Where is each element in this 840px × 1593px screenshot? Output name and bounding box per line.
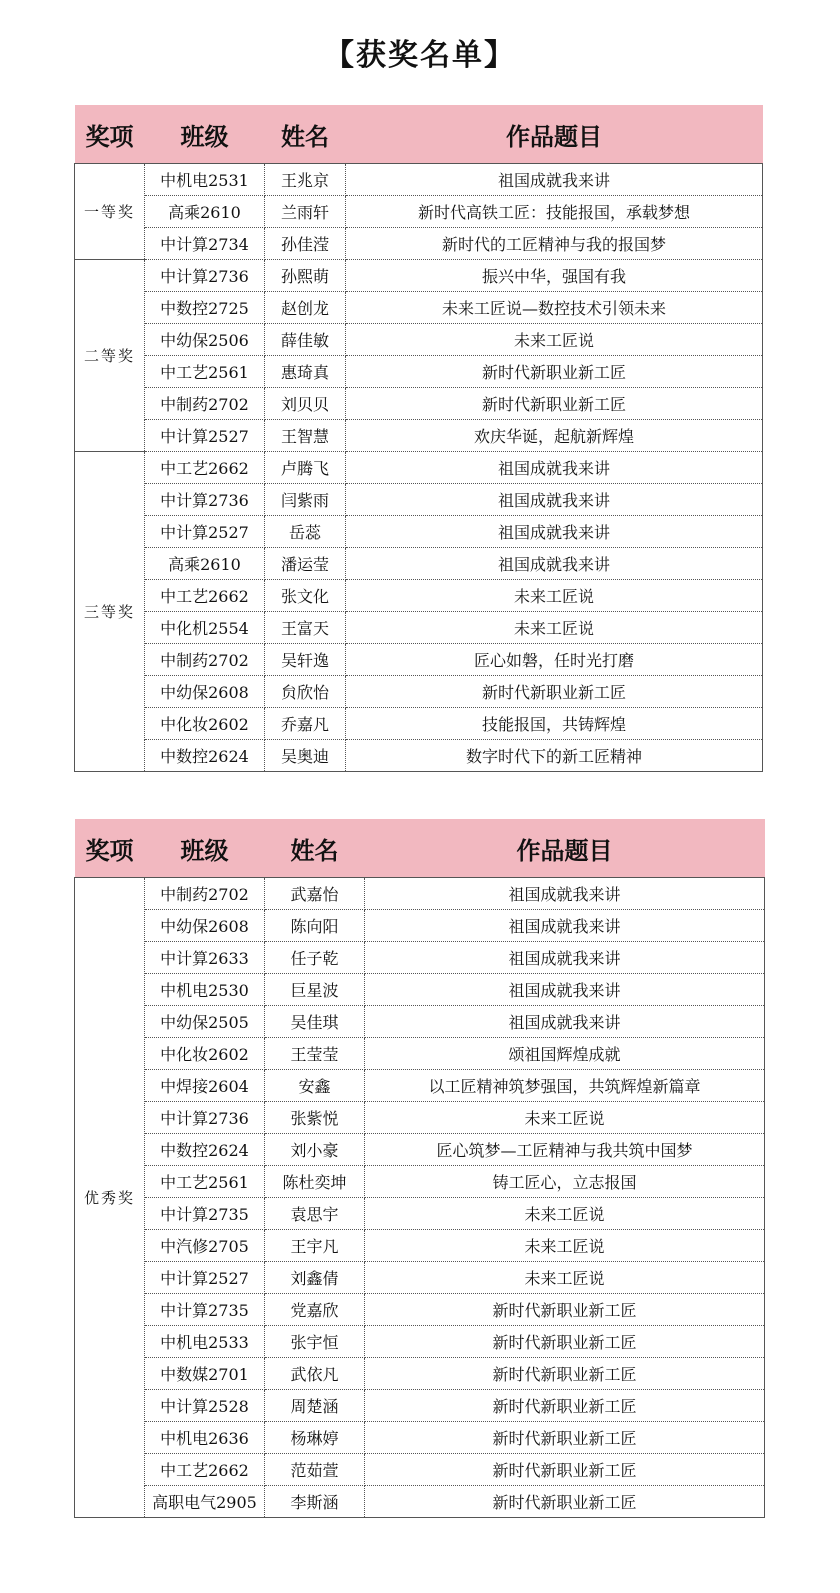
work-title-cell: 新时代的工匠精神与我的报国梦 <box>346 228 763 260</box>
class-cell: 中化机2554 <box>145 612 265 644</box>
table-row <box>75 292 763 324</box>
work-title-cell: 匠心筑梦—工匠精神与我共筑中国梦 <box>365 1134 765 1166</box>
class-cell: 中机电2530 <box>145 974 265 1006</box>
table-row <box>75 974 765 1006</box>
name-cell: 巨星波 <box>265 974 365 1006</box>
work-title-cell: 未来工匠说 <box>365 1262 765 1294</box>
table-row <box>75 676 763 708</box>
header-class: 班级 <box>145 105 265 164</box>
name-cell: 孙熙萌 <box>265 260 346 292</box>
name-cell: 吴佳琪 <box>265 1006 365 1038</box>
class-cell: 中计算2736 <box>145 484 265 516</box>
header-work: 作品题目 <box>346 105 763 164</box>
table-row <box>75 548 763 580</box>
name-cell: 孙佳滢 <box>265 228 346 260</box>
table-row <box>75 1166 765 1198</box>
work-title-cell: 欢庆华诞，起航新辉煌 <box>346 420 763 452</box>
class-cell: 高职电气2905 <box>145 1486 265 1518</box>
name-cell: 陈向阳 <box>265 910 365 942</box>
table-row <box>75 420 763 452</box>
class-cell: 中工艺2561 <box>145 356 265 388</box>
award-table-merit <box>74 819 765 1518</box>
work-title-cell: 祖国成就我来讲 <box>346 452 763 484</box>
name-cell: 赵创龙 <box>265 292 346 324</box>
table-row <box>75 1390 765 1422</box>
class-cell: 中工艺2662 <box>145 1454 265 1486</box>
work-title-cell: 新时代新职业新工匠 <box>365 1422 765 1454</box>
name-cell: 岳蕊 <box>265 516 346 548</box>
name-cell: 周楚涵 <box>265 1390 365 1422</box>
class-cell: 中化妆2602 <box>145 1038 265 1070</box>
name-cell: 吴轩逸 <box>265 644 346 676</box>
class-cell: 中制药2702 <box>145 388 265 420</box>
table-row <box>75 942 765 974</box>
table-row <box>75 1358 765 1390</box>
name-cell: 吴奥迪 <box>265 740 346 772</box>
table-row <box>75 1230 765 1262</box>
name-cell: 王莹莹 <box>265 1038 365 1070</box>
table-row <box>75 484 763 516</box>
work-title-cell: 未来工匠说 <box>365 1230 765 1262</box>
class-cell: 中数控2624 <box>145 740 265 772</box>
table-row <box>75 1198 765 1230</box>
work-title-cell: 未来工匠说 <box>346 580 763 612</box>
name-cell: 薛佳敏 <box>265 324 346 356</box>
class-cell: 中工艺2561 <box>145 1166 265 1198</box>
work-title-cell: 新时代新职业新工匠 <box>346 388 763 420</box>
class-cell: 高乘2610 <box>145 196 265 228</box>
class-cell: 中计算2736 <box>145 1102 265 1134</box>
table-row <box>75 356 763 388</box>
class-cell: 中计算2736 <box>145 260 265 292</box>
work-title-cell: 未来工匠说 <box>365 1102 765 1134</box>
work-title-cell: 匠心如磐，任时光打磨 <box>346 644 763 676</box>
name-cell: 李斯涵 <box>265 1486 365 1518</box>
table-row <box>75 324 763 356</box>
class-cell: 中化妆2602 <box>145 708 265 740</box>
table-body <box>75 164 763 772</box>
table-row <box>75 516 763 548</box>
name-cell: 杨琳婷 <box>265 1422 365 1454</box>
table-row <box>75 196 763 228</box>
class-cell: 中机电2636 <box>145 1422 265 1454</box>
class-cell: 中幼保2505 <box>145 1006 265 1038</box>
class-cell: 中幼保2608 <box>145 910 265 942</box>
table-row <box>75 1070 765 1102</box>
name-cell: 刘小豪 <box>265 1134 365 1166</box>
class-cell: 中数控2624 <box>145 1134 265 1166</box>
table-row <box>75 164 763 196</box>
header-name: 姓名 <box>265 105 346 164</box>
name-cell: 任子乾 <box>265 942 365 974</box>
work-title-cell: 祖国成就我来讲 <box>346 516 763 548</box>
table-row <box>75 228 763 260</box>
header-class: 班级 <box>145 819 265 878</box>
name-cell: 安鑫 <box>265 1070 365 1102</box>
class-cell: 中幼保2506 <box>145 324 265 356</box>
table-row <box>75 1134 765 1166</box>
table-row <box>75 1486 765 1518</box>
class-cell: 中汽修2705 <box>145 1230 265 1262</box>
work-title-cell: 新时代新职业新工匠 <box>365 1358 765 1390</box>
work-title-cell: 祖国成就我来讲 <box>365 878 765 910</box>
class-cell: 中计算2735 <box>145 1294 265 1326</box>
class-cell: 中机电2531 <box>145 164 265 196</box>
class-cell: 中机电2533 <box>145 1326 265 1358</box>
work-title-cell: 新时代新职业新工匠 <box>365 1486 765 1518</box>
table-header-row <box>75 819 765 878</box>
work-title-cell: 新时代新职业新工匠 <box>365 1390 765 1422</box>
work-title-cell: 祖国成就我来讲 <box>346 484 763 516</box>
work-title-cell: 以工匠精神筑梦强国，共筑辉煌新篇章 <box>365 1070 765 1102</box>
work-title-cell: 祖国成就我来讲 <box>365 1006 765 1038</box>
table-row <box>75 1326 765 1358</box>
award-level-cell: 二等奖 <box>75 260 145 452</box>
header-name: 姓名 <box>265 819 365 878</box>
name-cell: 兰雨轩 <box>265 196 346 228</box>
name-cell: 党嘉欣 <box>265 1294 365 1326</box>
class-cell: 中计算2527 <box>145 1262 265 1294</box>
name-cell: 张紫悦 <box>265 1102 365 1134</box>
name-cell: 范茹萱 <box>265 1454 365 1486</box>
class-cell: 中制药2702 <box>145 878 265 910</box>
award-level-cell: 优秀奖 <box>75 878 145 1518</box>
name-cell: 王兆京 <box>265 164 346 196</box>
table-row <box>75 708 763 740</box>
work-title-cell: 新时代新职业新工匠 <box>365 1294 765 1326</box>
award-level-cell: 一等奖 <box>75 164 145 260</box>
table-header-row <box>75 105 763 164</box>
name-cell: 王智慧 <box>265 420 346 452</box>
table-row <box>75 612 763 644</box>
work-title-cell: 祖国成就我来讲 <box>346 548 763 580</box>
work-title-cell: 未来工匠说—数控技术引领未来 <box>346 292 763 324</box>
work-title-cell: 未来工匠说 <box>346 324 763 356</box>
work-title-cell: 振兴中华，强国有我 <box>346 260 763 292</box>
header-work: 作品题目 <box>365 819 765 878</box>
class-cell: 中工艺2662 <box>145 580 265 612</box>
name-cell: 贠欣怡 <box>265 676 346 708</box>
work-title-cell: 铸工匠心，立志报国 <box>365 1166 765 1198</box>
name-cell: 乔嘉凡 <box>265 708 346 740</box>
table-row <box>75 452 763 484</box>
name-cell: 潘运莹 <box>265 548 346 580</box>
class-cell: 中计算2527 <box>145 516 265 548</box>
table-row <box>75 1006 765 1038</box>
name-cell: 武嘉怡 <box>265 878 365 910</box>
class-cell: 中计算2527 <box>145 420 265 452</box>
name-cell: 张文化 <box>265 580 346 612</box>
work-title-cell: 数字时代下的新工匠精神 <box>346 740 763 772</box>
class-cell: 中计算2734 <box>145 228 265 260</box>
table-row <box>75 388 763 420</box>
class-cell: 中计算2735 <box>145 1198 265 1230</box>
name-cell: 惠琦真 <box>265 356 346 388</box>
table-row <box>75 1038 765 1070</box>
work-title-cell: 新时代新职业新工匠 <box>365 1454 765 1486</box>
table-row <box>75 740 763 772</box>
class-cell: 中工艺2662 <box>145 452 265 484</box>
work-title-cell: 未来工匠说 <box>346 612 763 644</box>
page-title: 【获奖名单】 <box>324 38 516 73</box>
table-row <box>75 910 765 942</box>
work-title-cell: 新时代新职业新工匠 <box>346 676 763 708</box>
work-title-cell: 新时代高铁工匠：技能报国，承载梦想 <box>346 196 763 228</box>
work-title-cell: 新时代新职业新工匠 <box>365 1326 765 1358</box>
table-row <box>75 1454 765 1486</box>
class-cell: 中数控2725 <box>145 292 265 324</box>
name-cell: 王富天 <box>265 612 346 644</box>
table-body <box>75 878 765 1518</box>
class-cell: 中计算2633 <box>145 942 265 974</box>
name-cell: 张宇恒 <box>265 1326 365 1358</box>
name-cell: 王宇凡 <box>265 1230 365 1262</box>
name-cell: 刘鑫倩 <box>265 1262 365 1294</box>
work-title-cell: 祖国成就我来讲 <box>365 910 765 942</box>
name-cell: 卢腾飞 <box>265 452 346 484</box>
name-cell: 刘贝贝 <box>265 388 346 420</box>
table-row <box>75 1102 765 1134</box>
work-title-cell: 祖国成就我来讲 <box>346 164 763 196</box>
class-cell: 中数媒2701 <box>145 1358 265 1390</box>
work-title-cell: 未来工匠说 <box>365 1198 765 1230</box>
header-award: 奖项 <box>75 819 145 878</box>
work-title-cell: 颂祖国辉煌成就 <box>365 1038 765 1070</box>
work-title-cell: 祖国成就我来讲 <box>365 942 765 974</box>
class-cell: 中制药2702 <box>145 644 265 676</box>
award-table-main <box>74 105 763 772</box>
table-row <box>75 644 763 676</box>
table-row <box>75 1262 765 1294</box>
table-row <box>75 1422 765 1454</box>
header-award: 奖项 <box>75 105 145 164</box>
class-cell: 中计算2528 <box>145 1390 265 1422</box>
table-row <box>75 580 763 612</box>
award-level-cell: 三等奖 <box>75 452 145 772</box>
work-title-cell: 新时代新职业新工匠 <box>346 356 763 388</box>
work-title-cell: 技能报国，共铸辉煌 <box>346 708 763 740</box>
work-title-cell: 祖国成就我来讲 <box>365 974 765 1006</box>
name-cell: 陈杜奕坤 <box>265 1166 365 1198</box>
class-cell: 中焊接2604 <box>145 1070 265 1102</box>
table-row <box>75 1294 765 1326</box>
table-row <box>75 260 763 292</box>
name-cell: 袁思宇 <box>265 1198 365 1230</box>
class-cell: 中幼保2608 <box>145 676 265 708</box>
table-row <box>75 878 765 910</box>
name-cell: 闫紫雨 <box>265 484 346 516</box>
name-cell: 武依凡 <box>265 1358 365 1390</box>
class-cell: 高乘2610 <box>145 548 265 580</box>
